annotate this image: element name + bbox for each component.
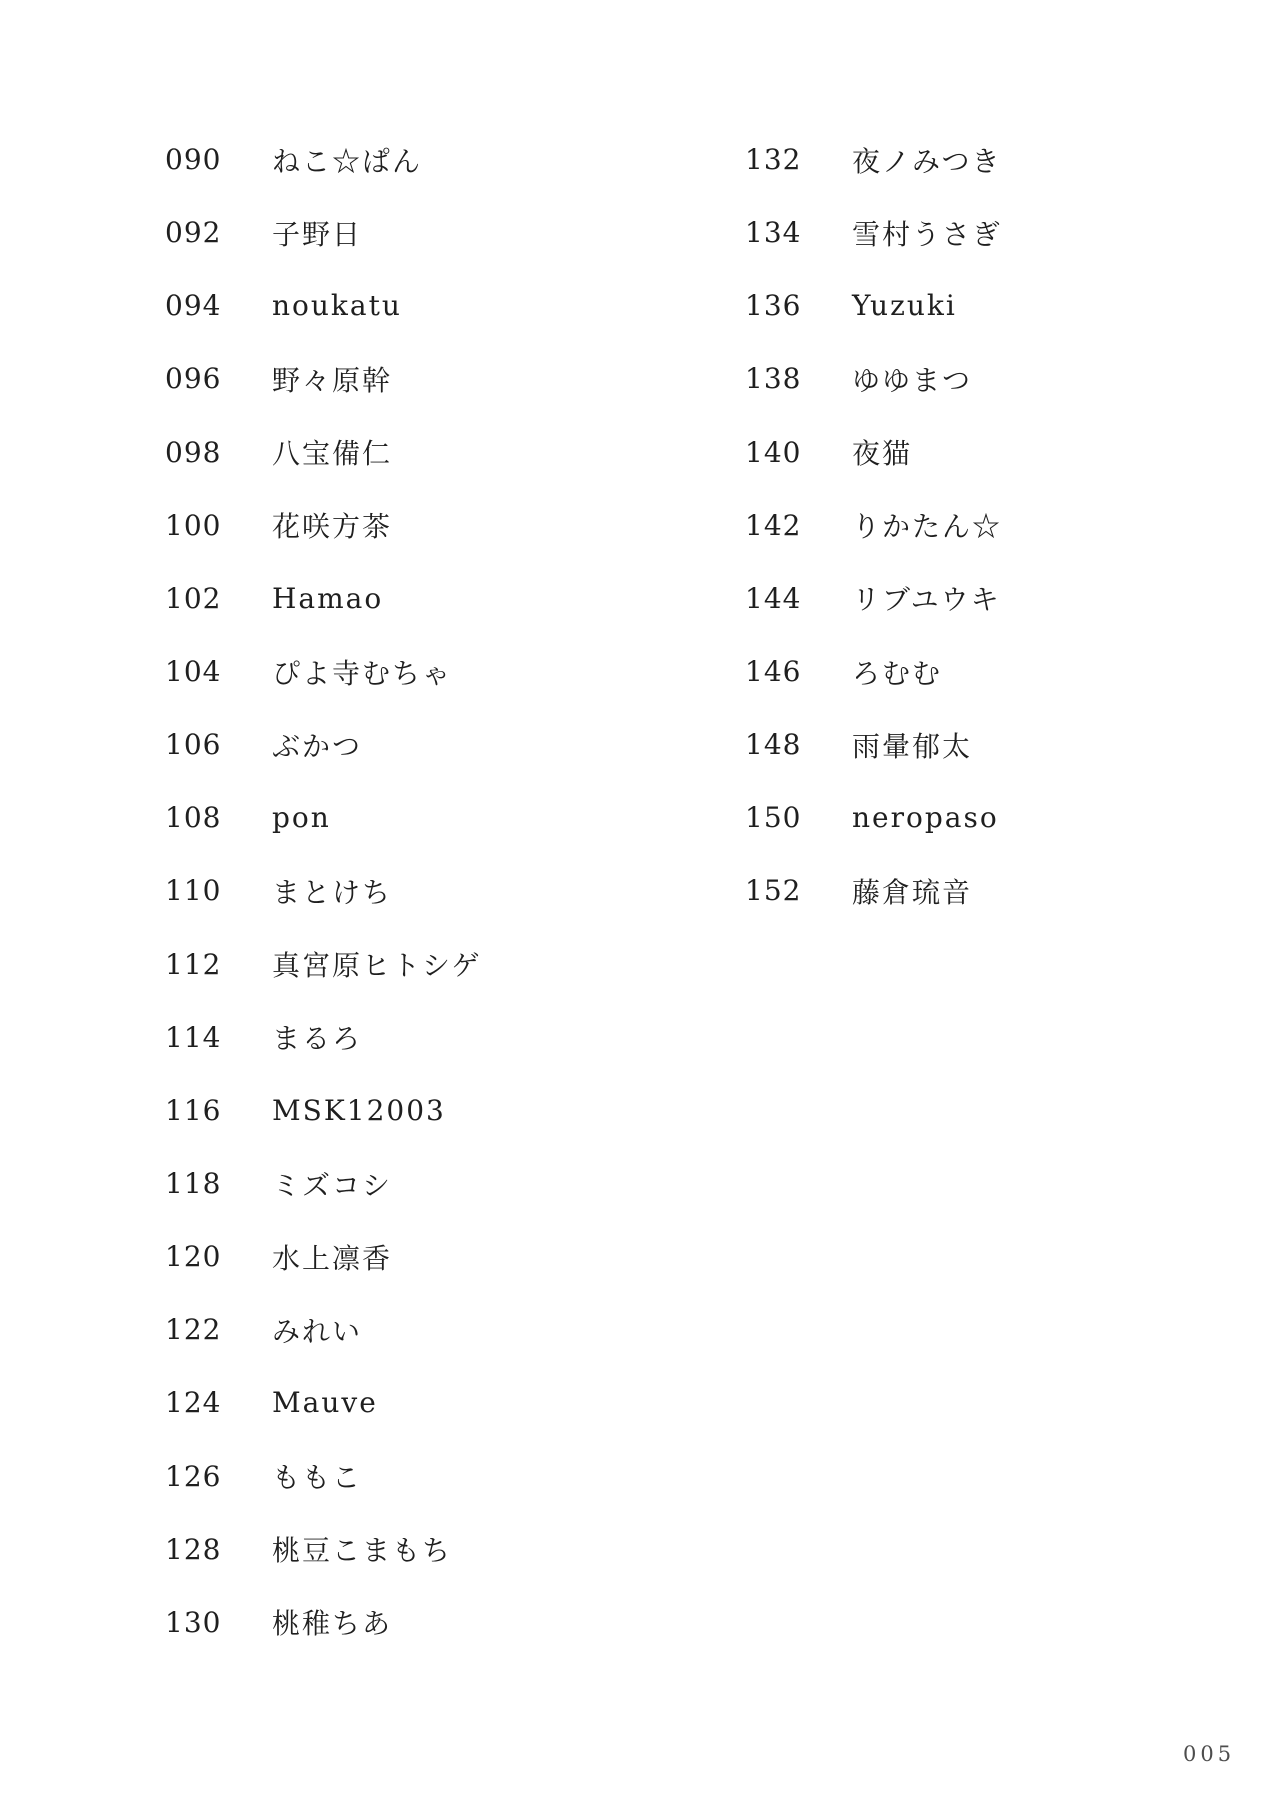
- toc-left-column: [165, 123, 481, 1659]
- toc-entry: [165, 1147, 481, 1220]
- toc-entry: [745, 416, 1002, 489]
- entry-artist-name: 野々原幹: [272, 363, 393, 397]
- toc-entry: [165, 1440, 481, 1513]
- entry-artist-name: 八宝備仁: [272, 437, 393, 471]
- entry-artist-name: 桃豆こまもち: [272, 1534, 453, 1568]
- toc-entry: [165, 1220, 481, 1293]
- entry-artist-name: りかたん☆: [852, 510, 1003, 544]
- entry-artist-name: 夜ノみつき: [852, 144, 1002, 178]
- entry-page-number: 140: [745, 435, 802, 469]
- toc-entry: [745, 708, 1002, 781]
- entry-artist-name: 雨暈郁太: [852, 729, 973, 763]
- entry-page-number: 100: [165, 508, 222, 542]
- toc-entry: [165, 1513, 481, 1586]
- toc-entry: [165, 196, 481, 269]
- entry-page-number: 132: [745, 143, 802, 177]
- entry-artist-name: 桃稚ちあ: [272, 1607, 393, 1641]
- toc-entry: [165, 342, 481, 415]
- entry-page-number: 098: [165, 435, 222, 469]
- entry-artist-name: みれい: [272, 1314, 363, 1348]
- entry-page-number: 102: [165, 581, 222, 615]
- entry-page-number: 096: [165, 362, 222, 396]
- entry-page-number: 124: [165, 1386, 222, 1420]
- toc-entry: [745, 635, 1002, 708]
- toc-entry: [165, 1001, 481, 1074]
- entry-page-number: 126: [165, 1459, 222, 1493]
- entry-artist-name: ゆゆまつ: [852, 363, 973, 397]
- toc-entry: [165, 123, 481, 196]
- entry-page-number: 120: [165, 1240, 222, 1274]
- toc-entry: [745, 342, 1002, 415]
- entry-artist-name: ミズコシ: [272, 1168, 393, 1202]
- entry-page-number: 136: [745, 289, 802, 323]
- entry-artist-name: neropaso: [852, 801, 999, 835]
- entry-page-number: 114: [165, 1020, 222, 1054]
- toc-entry: [165, 854, 481, 927]
- entry-artist-name: 花咲方茶: [272, 510, 393, 544]
- entry-page-number: 116: [165, 1093, 222, 1127]
- entry-artist-name: pon: [272, 801, 331, 835]
- entry-artist-name: 子野日: [272, 217, 363, 251]
- entry-page-number: 118: [165, 1167, 222, 1201]
- toc-entry: [745, 562, 1002, 635]
- entry-artist-name: ぶかつ: [272, 729, 363, 763]
- entry-page-number: 142: [745, 508, 802, 542]
- entry-artist-name: ねこ☆ぱん: [272, 144, 423, 178]
- entry-artist-name: Mauve: [272, 1386, 378, 1420]
- entry-page-number: 090: [165, 143, 222, 177]
- toc-entry: [165, 635, 481, 708]
- entry-artist-name: 夜猫: [852, 437, 913, 471]
- entry-page-number: 104: [165, 655, 222, 689]
- toc-entry: [165, 1366, 481, 1439]
- entry-page-number: 128: [165, 1532, 222, 1566]
- entry-page-number: 122: [165, 1313, 222, 1347]
- entry-artist-name: 藤倉琉音: [852, 875, 973, 909]
- entry-page-number: 106: [165, 728, 222, 762]
- entry-artist-name: MSK12003: [272, 1093, 446, 1127]
- entry-page-number: 110: [165, 874, 222, 908]
- toc-entry: [165, 489, 481, 562]
- toc-entry: [745, 196, 1002, 269]
- toc-right-column: [745, 123, 1002, 928]
- entry-artist-name: Yuzuki: [852, 289, 957, 323]
- toc-entry: [165, 928, 481, 1001]
- toc-entry: [165, 781, 481, 854]
- entry-artist-name: ろむむ: [852, 656, 943, 690]
- toc-entry: [745, 489, 1002, 562]
- toc-entry: [165, 562, 481, 635]
- entry-page-number: 134: [745, 216, 802, 250]
- toc-entry: [165, 269, 481, 342]
- entry-artist-name: まとけち: [272, 875, 393, 909]
- entry-artist-name: noukatu: [272, 289, 402, 323]
- entry-artist-name: リブユウキ: [852, 583, 1001, 617]
- toc-entry: [745, 781, 1002, 854]
- entry-page-number: 112: [165, 947, 222, 981]
- toc-entry: [165, 1293, 481, 1366]
- entry-page-number: 150: [745, 801, 802, 835]
- entry-artist-name: ももこ: [272, 1461, 363, 1495]
- toc-entry: [745, 854, 1002, 927]
- entry-page-number: 138: [745, 362, 802, 396]
- entry-page-number: 130: [165, 1605, 222, 1639]
- entry-page-number: 146: [745, 655, 802, 689]
- entry-page-number: 148: [745, 728, 802, 762]
- entry-page-number: 144: [745, 581, 802, 615]
- entry-page-number: 094: [165, 289, 222, 323]
- entry-artist-name: 水上凛香: [272, 1241, 393, 1275]
- entry-page-number: 152: [745, 874, 802, 908]
- entry-artist-name: まるろ: [272, 1022, 363, 1056]
- toc-entry: [165, 416, 481, 489]
- toc-entry: [165, 708, 481, 781]
- toc-entry: [165, 1074, 481, 1147]
- entry-page-number: 092: [165, 216, 222, 250]
- page-number: 005: [1183, 1742, 1236, 1766]
- entry-artist-name: 雪村うさぎ: [852, 217, 1003, 251]
- entry-artist-name: ぴよ寺むちゃ: [272, 656, 453, 690]
- toc-entry: [745, 269, 1002, 342]
- entry-artist-name: Hamao: [272, 581, 384, 615]
- entry-page-number: 108: [165, 801, 222, 835]
- toc-entry: [745, 123, 1002, 196]
- entry-artist-name: 真宮原ヒトシゲ: [272, 949, 482, 983]
- toc-entry: [165, 1586, 481, 1659]
